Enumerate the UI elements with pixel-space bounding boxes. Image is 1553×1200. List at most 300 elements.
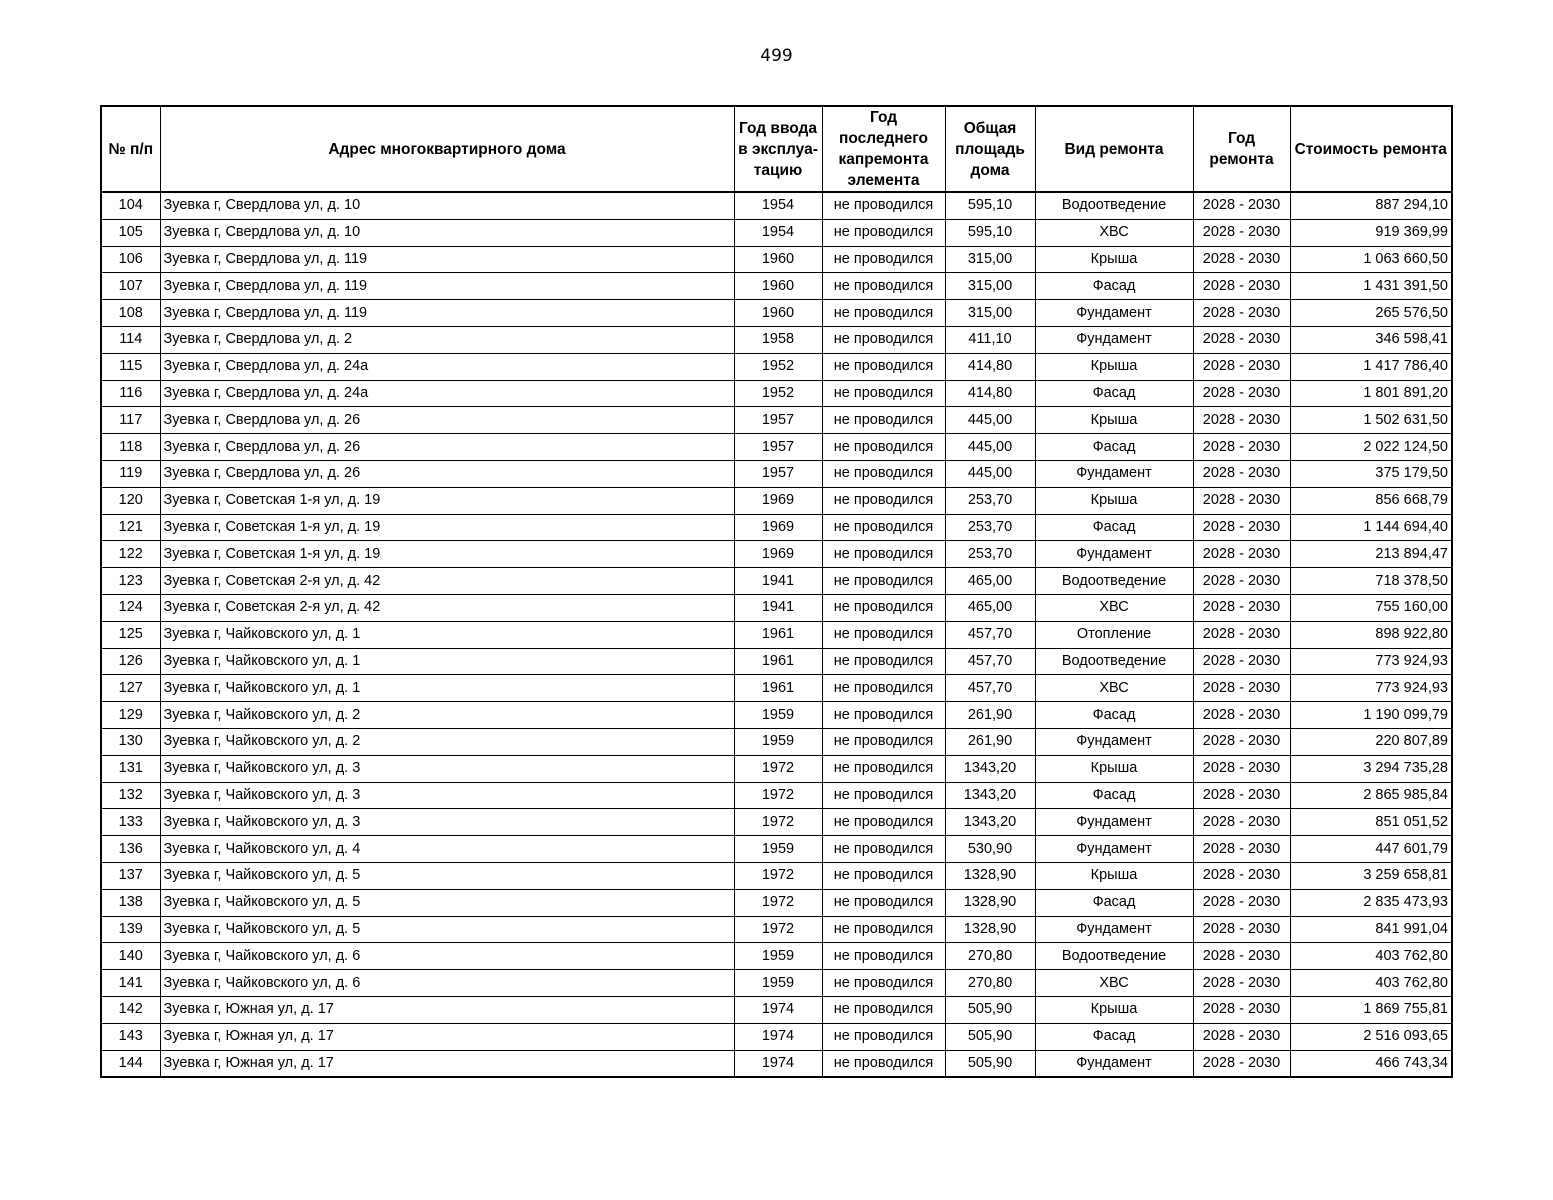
address-cell: Зуевка г, Свердлова ул, д. 119 bbox=[160, 246, 734, 273]
repair-type-cell: Фундамент bbox=[1035, 460, 1193, 487]
last-repair-cell: не проводился bbox=[822, 460, 945, 487]
total-area-cell: 465,00 bbox=[945, 594, 1035, 621]
last-repair-cell: не проводился bbox=[822, 836, 945, 863]
total-area-cell: 253,70 bbox=[945, 487, 1035, 514]
table-row bbox=[101, 836, 1452, 863]
repair-cost-cell: 466 743,34 bbox=[1290, 1050, 1452, 1077]
row-number-cell: 132 bbox=[101, 782, 160, 809]
last-repair-cell: не проводился bbox=[822, 326, 945, 353]
repair-cost-cell: 3 294 735,28 bbox=[1290, 755, 1452, 782]
repair-cost-cell: 403 762,80 bbox=[1290, 970, 1452, 997]
repair-type-cell: Фундамент bbox=[1035, 836, 1193, 863]
repair-type-cell: Фасад bbox=[1035, 702, 1193, 729]
commission-year-cell: 1957 bbox=[734, 460, 822, 487]
repair-period-cell: 2028 - 2030 bbox=[1193, 755, 1290, 782]
repair-cost-cell: 213 894,47 bbox=[1290, 541, 1452, 568]
repair-type-cell: Фундамент bbox=[1035, 916, 1193, 943]
repair-period-cell: 2028 - 2030 bbox=[1193, 675, 1290, 702]
total-area-cell: 505,90 bbox=[945, 1050, 1035, 1077]
repair-cost-cell: 1 417 786,40 bbox=[1290, 353, 1452, 380]
repair-type-cell: Крыша bbox=[1035, 862, 1193, 889]
address-cell: Зуевка г, Чайковского ул, д. 5 bbox=[160, 916, 734, 943]
repair-type-cell: Фасад bbox=[1035, 380, 1193, 407]
address-cell: Зуевка г, Чайковского ул, д. 6 bbox=[160, 970, 734, 997]
last-repair-cell: не проводился bbox=[822, 889, 945, 916]
last-repair-cell: не проводился bbox=[822, 487, 945, 514]
repair-period-cell: 2028 - 2030 bbox=[1193, 916, 1290, 943]
total-area-cell: 595,10 bbox=[945, 192, 1035, 219]
repair-cost-cell: 887 294,10 bbox=[1290, 192, 1452, 219]
commission-year-cell: 1941 bbox=[734, 594, 822, 621]
address-cell: Зуевка г, Чайковского ул, д. 3 bbox=[160, 782, 734, 809]
header-repair-cost: Стоимость ремонта bbox=[1290, 106, 1452, 192]
address-cell: Зуевка г, Свердлова ул, д. 24а bbox=[160, 353, 734, 380]
total-area-cell: 1343,20 bbox=[945, 755, 1035, 782]
repair-period-cell: 2028 - 2030 bbox=[1193, 326, 1290, 353]
table-row bbox=[101, 943, 1452, 970]
commission-year-cell: 1959 bbox=[734, 943, 822, 970]
row-number-cell: 127 bbox=[101, 675, 160, 702]
repair-cost-cell: 856 668,79 bbox=[1290, 487, 1452, 514]
repair-type-cell: Фундамент bbox=[1035, 809, 1193, 836]
header-last-repair-year: Год последнего капремонта элемента bbox=[822, 106, 945, 192]
table-row bbox=[101, 487, 1452, 514]
header-repair-type: Вид ремонта bbox=[1035, 106, 1193, 192]
repair-type-cell: Фасад bbox=[1035, 782, 1193, 809]
last-repair-cell: не проводился bbox=[822, 1050, 945, 1077]
last-repair-cell: не проводился bbox=[822, 809, 945, 836]
row-number-cell: 137 bbox=[101, 862, 160, 889]
repair-period-cell: 2028 - 2030 bbox=[1193, 809, 1290, 836]
address-cell: Зуевка г, Чайковского ул, д. 2 bbox=[160, 728, 734, 755]
row-number-cell: 116 bbox=[101, 380, 160, 407]
last-repair-cell: не проводился bbox=[822, 434, 945, 461]
total-area-cell: 1328,90 bbox=[945, 889, 1035, 916]
commission-year-cell: 1961 bbox=[734, 621, 822, 648]
address-cell: Зуевка г, Свердлова ул, д. 10 bbox=[160, 192, 734, 219]
last-repair-cell: не проводился bbox=[822, 728, 945, 755]
total-area-cell: 1343,20 bbox=[945, 782, 1035, 809]
total-area-cell: 315,00 bbox=[945, 273, 1035, 300]
repair-period-cell: 2028 - 2030 bbox=[1193, 407, 1290, 434]
row-number-cell: 105 bbox=[101, 219, 160, 246]
address-cell: Зуевка г, Свердлова ул, д. 24а bbox=[160, 380, 734, 407]
repair-cost-cell: 718 378,50 bbox=[1290, 568, 1452, 595]
table-row bbox=[101, 702, 1452, 729]
total-area-cell: 465,00 bbox=[945, 568, 1035, 595]
repair-cost-cell: 375 179,50 bbox=[1290, 460, 1452, 487]
table-row bbox=[101, 970, 1452, 997]
last-repair-cell: не проводился bbox=[822, 782, 945, 809]
commission-year-cell: 1954 bbox=[734, 192, 822, 219]
repair-cost-cell: 898 922,80 bbox=[1290, 621, 1452, 648]
repair-cost-cell: 447 601,79 bbox=[1290, 836, 1452, 863]
commission-year-cell: 1952 bbox=[734, 353, 822, 380]
commission-year-cell: 1959 bbox=[734, 728, 822, 755]
header-repair-period: Год ремонта bbox=[1193, 106, 1290, 192]
address-cell: Зуевка г, Чайковского ул, д. 4 bbox=[160, 836, 734, 863]
table-row bbox=[101, 594, 1452, 621]
commission-year-cell: 1960 bbox=[734, 246, 822, 273]
total-area-cell: 1343,20 bbox=[945, 809, 1035, 836]
table-row bbox=[101, 675, 1452, 702]
row-number-cell: 136 bbox=[101, 836, 160, 863]
repair-cost-cell: 851 051,52 bbox=[1290, 809, 1452, 836]
repair-schedule-table bbox=[100, 105, 1453, 1078]
repair-type-cell: Фундамент bbox=[1035, 326, 1193, 353]
repair-type-cell: Водоотведение bbox=[1035, 568, 1193, 595]
commission-year-cell: 1961 bbox=[734, 675, 822, 702]
table-row bbox=[101, 434, 1452, 461]
commission-year-cell: 1941 bbox=[734, 568, 822, 595]
repair-cost-cell: 755 160,00 bbox=[1290, 594, 1452, 621]
total-area-cell: 315,00 bbox=[945, 246, 1035, 273]
total-area-cell: 315,00 bbox=[945, 300, 1035, 327]
total-area-cell: 253,70 bbox=[945, 541, 1035, 568]
row-number-cell: 140 bbox=[101, 943, 160, 970]
repair-type-cell: Водоотведение bbox=[1035, 192, 1193, 219]
row-number-cell: 108 bbox=[101, 300, 160, 327]
total-area-cell: 530,90 bbox=[945, 836, 1035, 863]
total-area-cell: 261,90 bbox=[945, 702, 1035, 729]
repair-type-cell: Водоотведение bbox=[1035, 648, 1193, 675]
repair-type-cell: Фасад bbox=[1035, 1023, 1193, 1050]
address-cell: Зуевка г, Свердлова ул, д. 119 bbox=[160, 273, 734, 300]
repair-cost-cell: 841 991,04 bbox=[1290, 916, 1452, 943]
address-cell: Зуевка г, Чайковского ул, д. 1 bbox=[160, 621, 734, 648]
repair-period-cell: 2028 - 2030 bbox=[1193, 621, 1290, 648]
table-row bbox=[101, 782, 1452, 809]
last-repair-cell: не проводился bbox=[822, 568, 945, 595]
total-area-cell: 457,70 bbox=[945, 675, 1035, 702]
last-repair-cell: не проводился bbox=[822, 702, 945, 729]
commission-year-cell: 1958 bbox=[734, 326, 822, 353]
table-row bbox=[101, 862, 1452, 889]
row-number-cell: 143 bbox=[101, 1023, 160, 1050]
last-repair-cell: не проводился bbox=[822, 300, 945, 327]
address-cell: Зуевка г, Советская 1-я ул, д. 19 bbox=[160, 514, 734, 541]
row-number-cell: 126 bbox=[101, 648, 160, 675]
last-repair-cell: не проводился bbox=[822, 970, 945, 997]
header-commission-year: Год ввода в эксплуа-тацию bbox=[734, 106, 822, 192]
repair-type-cell: Фундамент bbox=[1035, 728, 1193, 755]
commission-year-cell: 1959 bbox=[734, 836, 822, 863]
address-cell: Зуевка г, Чайковского ул, д. 5 bbox=[160, 862, 734, 889]
address-cell: Зуевка г, Чайковского ул, д. 3 bbox=[160, 809, 734, 836]
row-number-cell: 144 bbox=[101, 1050, 160, 1077]
repair-period-cell: 2028 - 2030 bbox=[1193, 219, 1290, 246]
total-area-cell: 445,00 bbox=[945, 434, 1035, 461]
row-number-cell: 114 bbox=[101, 326, 160, 353]
repair-cost-cell: 2 835 473,93 bbox=[1290, 889, 1452, 916]
table-row bbox=[101, 889, 1452, 916]
repair-period-cell: 2028 - 2030 bbox=[1193, 836, 1290, 863]
repair-type-cell: Водоотведение bbox=[1035, 943, 1193, 970]
repair-type-cell: Крыша bbox=[1035, 353, 1193, 380]
repair-cost-cell: 1 190 099,79 bbox=[1290, 702, 1452, 729]
repair-type-cell: Крыша bbox=[1035, 755, 1193, 782]
repair-cost-cell: 220 807,89 bbox=[1290, 728, 1452, 755]
table-row bbox=[101, 728, 1452, 755]
total-area-cell: 505,90 bbox=[945, 1023, 1035, 1050]
table-header bbox=[101, 106, 1452, 192]
repair-cost-cell: 3 259 658,81 bbox=[1290, 862, 1452, 889]
repair-type-cell: Фасад bbox=[1035, 514, 1193, 541]
row-number-cell: 121 bbox=[101, 514, 160, 541]
repair-type-cell: Фундамент bbox=[1035, 1050, 1193, 1077]
repair-cost-cell: 403 762,80 bbox=[1290, 943, 1452, 970]
row-number-cell: 118 bbox=[101, 434, 160, 461]
address-cell: Зуевка г, Чайковского ул, д. 2 bbox=[160, 702, 734, 729]
total-area-cell: 253,70 bbox=[945, 514, 1035, 541]
commission-year-cell: 1972 bbox=[734, 782, 822, 809]
commission-year-cell: 1972 bbox=[734, 755, 822, 782]
commission-year-cell: 1974 bbox=[734, 996, 822, 1023]
address-cell: Зуевка г, Советская 1-я ул, д. 19 bbox=[160, 541, 734, 568]
table-row bbox=[101, 246, 1452, 273]
repair-cost-cell: 919 369,99 bbox=[1290, 219, 1452, 246]
repair-period-cell: 2028 - 2030 bbox=[1193, 541, 1290, 568]
last-repair-cell: не проводился bbox=[822, 273, 945, 300]
last-repair-cell: не проводился bbox=[822, 192, 945, 219]
header-number: № п/п bbox=[101, 106, 160, 192]
repair-type-cell: Отопление bbox=[1035, 621, 1193, 648]
repair-type-cell: ХВС bbox=[1035, 594, 1193, 621]
page-number: 499 bbox=[760, 46, 793, 66]
commission-year-cell: 1957 bbox=[734, 434, 822, 461]
address-cell: Зуевка г, Чайковского ул, д. 1 bbox=[160, 675, 734, 702]
last-repair-cell: не проводился bbox=[822, 996, 945, 1023]
last-repair-cell: не проводился bbox=[822, 675, 945, 702]
repair-period-cell: 2028 - 2030 bbox=[1193, 1050, 1290, 1077]
table-row bbox=[101, 568, 1452, 595]
repair-cost-cell: 1 502 631,50 bbox=[1290, 407, 1452, 434]
table-row bbox=[101, 273, 1452, 300]
repair-period-cell: 2028 - 2030 bbox=[1193, 192, 1290, 219]
last-repair-cell: не проводился bbox=[822, 594, 945, 621]
table-row bbox=[101, 407, 1452, 434]
repair-cost-cell: 773 924,93 bbox=[1290, 648, 1452, 675]
repair-type-cell: Фундамент bbox=[1035, 300, 1193, 327]
row-number-cell: 139 bbox=[101, 916, 160, 943]
address-cell: Зуевка г, Свердлова ул, д. 26 bbox=[160, 434, 734, 461]
table-row bbox=[101, 621, 1452, 648]
last-repair-cell: не проводился bbox=[822, 514, 945, 541]
repair-type-cell: Фасад bbox=[1035, 434, 1193, 461]
address-cell: Зуевка г, Свердлова ул, д. 2 bbox=[160, 326, 734, 353]
row-number-cell: 120 bbox=[101, 487, 160, 514]
repair-cost-cell: 1 063 660,50 bbox=[1290, 246, 1452, 273]
repair-period-cell: 2028 - 2030 bbox=[1193, 460, 1290, 487]
table-row bbox=[101, 219, 1452, 246]
repair-type-cell: Крыша bbox=[1035, 487, 1193, 514]
repair-period-cell: 2028 - 2030 bbox=[1193, 434, 1290, 461]
total-area-cell: 270,80 bbox=[945, 970, 1035, 997]
total-area-cell: 445,00 bbox=[945, 460, 1035, 487]
row-number-cell: 130 bbox=[101, 728, 160, 755]
last-repair-cell: не проводился bbox=[822, 246, 945, 273]
repair-type-cell: ХВС bbox=[1035, 675, 1193, 702]
table-row bbox=[101, 326, 1452, 353]
address-cell: Зуевка г, Свердлова ул, д. 26 bbox=[160, 460, 734, 487]
repair-type-cell: ХВС bbox=[1035, 970, 1193, 997]
last-repair-cell: не проводился bbox=[822, 862, 945, 889]
repair-period-cell: 2028 - 2030 bbox=[1193, 246, 1290, 273]
commission-year-cell: 1974 bbox=[734, 1023, 822, 1050]
repair-period-cell: 2028 - 2030 bbox=[1193, 380, 1290, 407]
row-number-cell: 125 bbox=[101, 621, 160, 648]
table-body bbox=[101, 192, 1452, 1077]
table-row bbox=[101, 353, 1452, 380]
commission-year-cell: 1960 bbox=[734, 273, 822, 300]
commission-year-cell: 1972 bbox=[734, 916, 822, 943]
table-row bbox=[101, 755, 1452, 782]
last-repair-cell: не проводился bbox=[822, 380, 945, 407]
table-row bbox=[101, 514, 1452, 541]
repair-cost-cell: 2 516 093,65 bbox=[1290, 1023, 1452, 1050]
table-row bbox=[101, 996, 1452, 1023]
commission-year-cell: 1972 bbox=[734, 809, 822, 836]
commission-year-cell: 1969 bbox=[734, 487, 822, 514]
total-area-cell: 1328,90 bbox=[945, 916, 1035, 943]
commission-year-cell: 1961 bbox=[734, 648, 822, 675]
repair-cost-cell: 1 431 391,50 bbox=[1290, 273, 1452, 300]
repair-cost-cell: 1 801 891,20 bbox=[1290, 380, 1452, 407]
address-cell: Зуевка г, Чайковского ул, д. 1 bbox=[160, 648, 734, 675]
row-number-cell: 107 bbox=[101, 273, 160, 300]
total-area-cell: 1328,90 bbox=[945, 862, 1035, 889]
repair-period-cell: 2028 - 2030 bbox=[1193, 594, 1290, 621]
repair-period-cell: 2028 - 2030 bbox=[1193, 943, 1290, 970]
last-repair-cell: не проводился bbox=[822, 943, 945, 970]
total-area-cell: 457,70 bbox=[945, 648, 1035, 675]
total-area-cell: 270,80 bbox=[945, 943, 1035, 970]
total-area-cell: 414,80 bbox=[945, 353, 1035, 380]
row-number-cell: 117 bbox=[101, 407, 160, 434]
total-area-cell: 411,10 bbox=[945, 326, 1035, 353]
repair-type-cell: Крыша bbox=[1035, 407, 1193, 434]
last-repair-cell: не проводился bbox=[822, 353, 945, 380]
address-cell: Зуевка г, Свердлова ул, д. 10 bbox=[160, 219, 734, 246]
last-repair-cell: не проводился bbox=[822, 219, 945, 246]
commission-year-cell: 1959 bbox=[734, 702, 822, 729]
commission-year-cell: 1960 bbox=[734, 300, 822, 327]
commission-year-cell: 1959 bbox=[734, 970, 822, 997]
row-number-cell: 133 bbox=[101, 809, 160, 836]
row-number-cell: 129 bbox=[101, 702, 160, 729]
total-area-cell: 445,00 bbox=[945, 407, 1035, 434]
commission-year-cell: 1952 bbox=[734, 380, 822, 407]
last-repair-cell: не проводился bbox=[822, 541, 945, 568]
repair-cost-cell: 1 869 755,81 bbox=[1290, 996, 1452, 1023]
commission-year-cell: 1972 bbox=[734, 862, 822, 889]
repair-period-cell: 2028 - 2030 bbox=[1193, 728, 1290, 755]
row-number-cell: 142 bbox=[101, 996, 160, 1023]
commission-year-cell: 1954 bbox=[734, 219, 822, 246]
repair-type-cell: Фасад bbox=[1035, 889, 1193, 916]
table-row bbox=[101, 541, 1452, 568]
last-repair-cell: не проводился bbox=[822, 755, 945, 782]
repair-period-cell: 2028 - 2030 bbox=[1193, 568, 1290, 595]
repair-cost-cell: 2 022 124,50 bbox=[1290, 434, 1452, 461]
repair-period-cell: 2028 - 2030 bbox=[1193, 514, 1290, 541]
row-number-cell: 115 bbox=[101, 353, 160, 380]
total-area-cell: 261,90 bbox=[945, 728, 1035, 755]
last-repair-cell: не проводился bbox=[822, 407, 945, 434]
last-repair-cell: не проводился bbox=[822, 621, 945, 648]
header-total-area: Общая площадь дома bbox=[945, 106, 1035, 192]
last-repair-cell: не проводился bbox=[822, 1023, 945, 1050]
address-cell: Зуевка г, Советская 1-я ул, д. 19 bbox=[160, 487, 734, 514]
total-area-cell: 595,10 bbox=[945, 219, 1035, 246]
address-cell: Зуевка г, Чайковского ул, д. 6 bbox=[160, 943, 734, 970]
repair-period-cell: 2028 - 2030 bbox=[1193, 889, 1290, 916]
table-row bbox=[101, 300, 1452, 327]
table-row bbox=[101, 380, 1452, 407]
total-area-cell: 457,70 bbox=[945, 621, 1035, 648]
address-cell: Зуевка г, Советская 2-я ул, д. 42 bbox=[160, 594, 734, 621]
commission-year-cell: 1972 bbox=[734, 889, 822, 916]
address-cell: Зуевка г, Свердлова ул, д. 26 bbox=[160, 407, 734, 434]
repair-cost-cell: 773 924,93 bbox=[1290, 675, 1452, 702]
address-cell: Зуевка г, Чайковского ул, д. 3 bbox=[160, 755, 734, 782]
address-cell: Зуевка г, Южная ул, д. 17 bbox=[160, 1023, 734, 1050]
repair-type-cell: Фундамент bbox=[1035, 541, 1193, 568]
table-row bbox=[101, 460, 1452, 487]
row-number-cell: 141 bbox=[101, 970, 160, 997]
repair-period-cell: 2028 - 2030 bbox=[1193, 782, 1290, 809]
repair-type-cell: ХВС bbox=[1035, 219, 1193, 246]
table-row bbox=[101, 809, 1452, 836]
repair-cost-cell: 346 598,41 bbox=[1290, 326, 1452, 353]
row-number-cell: 119 bbox=[101, 460, 160, 487]
row-number-cell: 131 bbox=[101, 755, 160, 782]
header-address: Адрес многоквартирного дома bbox=[160, 106, 734, 192]
table-row bbox=[101, 1050, 1452, 1077]
repair-cost-cell: 265 576,50 bbox=[1290, 300, 1452, 327]
total-area-cell: 505,90 bbox=[945, 996, 1035, 1023]
repair-period-cell: 2028 - 2030 bbox=[1193, 487, 1290, 514]
row-number-cell: 106 bbox=[101, 246, 160, 273]
commission-year-cell: 1969 bbox=[734, 541, 822, 568]
repair-period-cell: 2028 - 2030 bbox=[1193, 353, 1290, 380]
row-number-cell: 123 bbox=[101, 568, 160, 595]
table-row bbox=[101, 192, 1452, 219]
repair-cost-cell: 2 865 985,84 bbox=[1290, 782, 1452, 809]
repair-type-cell: Крыша bbox=[1035, 996, 1193, 1023]
row-number-cell: 138 bbox=[101, 889, 160, 916]
repair-period-cell: 2028 - 2030 bbox=[1193, 1023, 1290, 1050]
row-number-cell: 124 bbox=[101, 594, 160, 621]
address-cell: Зуевка г, Советская 2-я ул, д. 42 bbox=[160, 568, 734, 595]
address-cell: Зуевка г, Свердлова ул, д. 119 bbox=[160, 300, 734, 327]
repair-period-cell: 2028 - 2030 bbox=[1193, 648, 1290, 675]
commission-year-cell: 1969 bbox=[734, 514, 822, 541]
table-row bbox=[101, 648, 1452, 675]
repair-period-cell: 2028 - 2030 bbox=[1193, 862, 1290, 889]
repair-period-cell: 2028 - 2030 bbox=[1193, 702, 1290, 729]
total-area-cell: 414,80 bbox=[945, 380, 1035, 407]
address-cell: Зуевка г, Южная ул, д. 17 bbox=[160, 1050, 734, 1077]
repair-period-cell: 2028 - 2030 bbox=[1193, 300, 1290, 327]
table-row bbox=[101, 1023, 1452, 1050]
commission-year-cell: 1957 bbox=[734, 407, 822, 434]
repair-type-cell: Крыша bbox=[1035, 246, 1193, 273]
repair-cost-cell: 1 144 694,40 bbox=[1290, 514, 1452, 541]
repair-period-cell: 2028 - 2030 bbox=[1193, 970, 1290, 997]
repair-period-cell: 2028 - 2030 bbox=[1193, 996, 1290, 1023]
row-number-cell: 104 bbox=[101, 192, 160, 219]
